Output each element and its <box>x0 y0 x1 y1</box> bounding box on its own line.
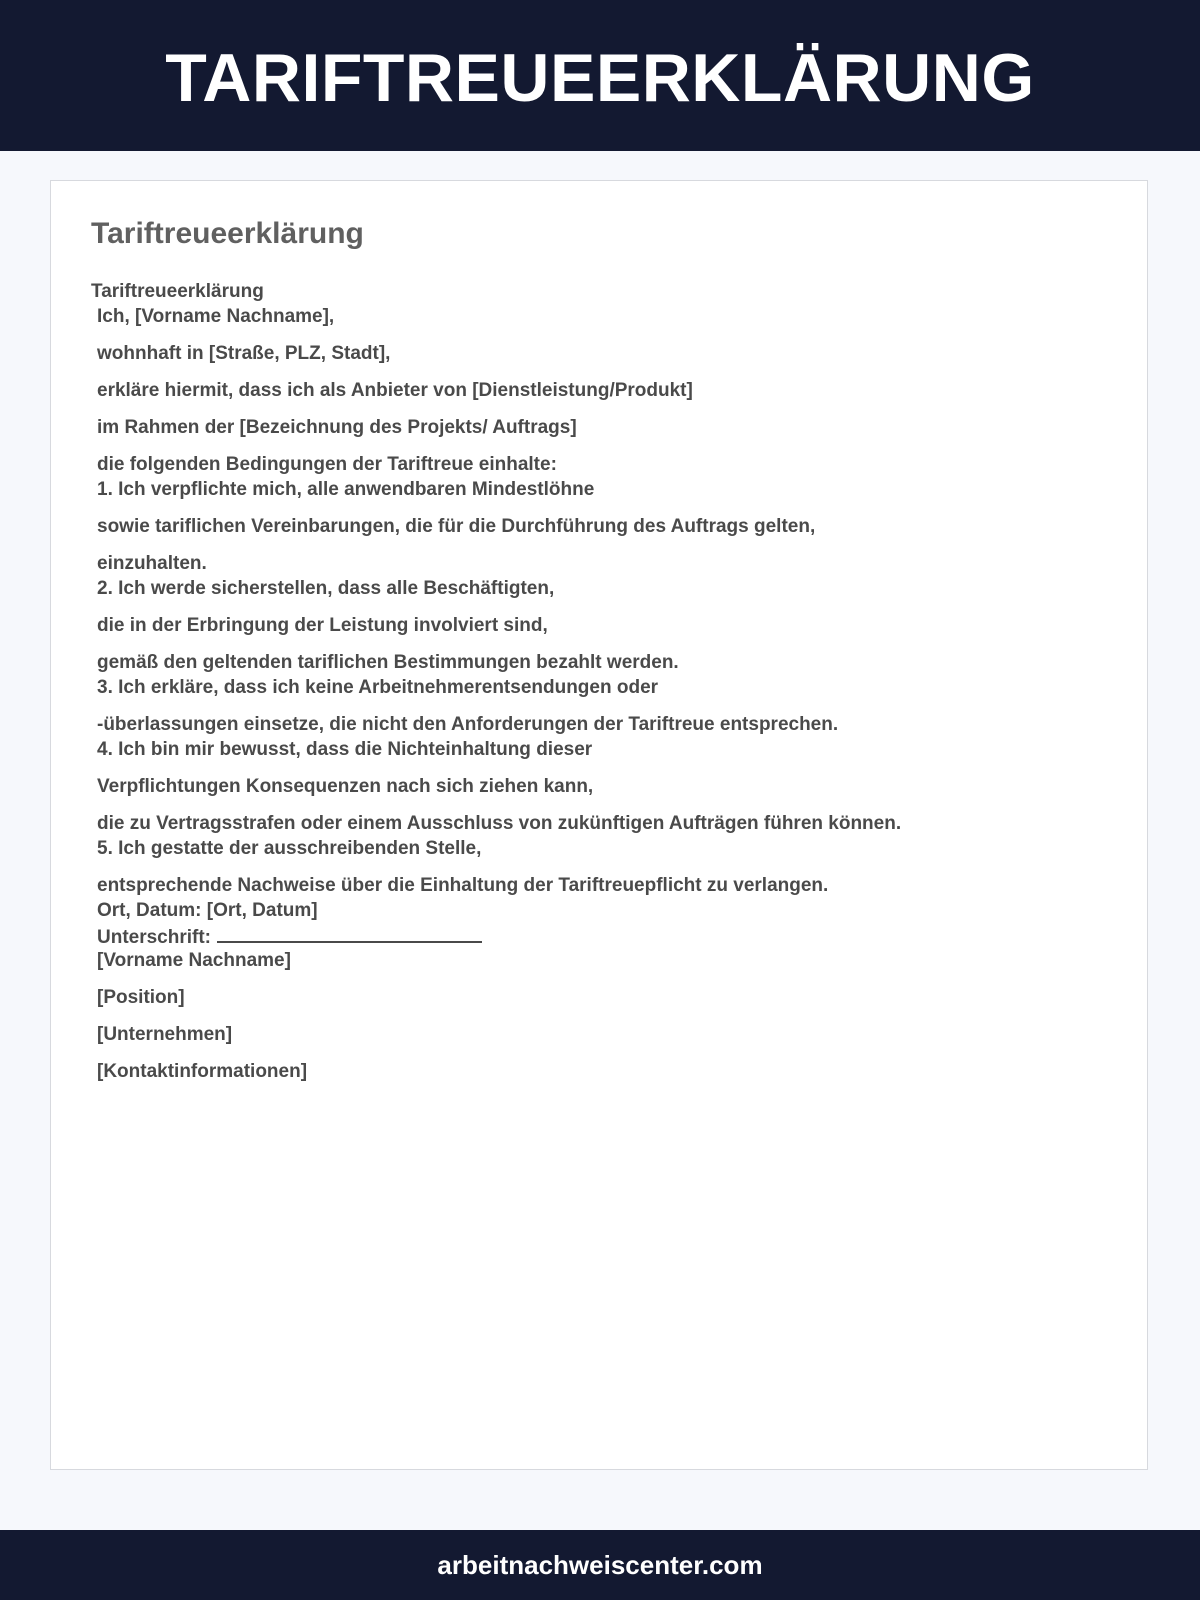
document-line: Ich, [Vorname Nachname], <box>97 306 335 327</box>
signer-position: [Position] <box>97 987 185 1008</box>
footer-domain: arbeitnachweiscenter.com <box>437 1549 763 1580</box>
document-card <box>50 180 1148 1470</box>
signature-row <box>91 923 1111 948</box>
document-line: gemäß den geltenden tariflichen Bestimmungen bezahlt werden. <box>97 652 679 673</box>
document-line: die folgenden Bedingungen der Tariftreue einhalte: <box>97 454 557 475</box>
document-line: sowie tariflichen Vereinbarungen, die für die Durchführung des Auftrags gelten, <box>97 516 816 537</box>
document-heading: Tariftreueerklärung <box>91 217 364 250</box>
document-line: 3. Ich erkläre, dass ich keine Arbeitnehmerentsendungen oder <box>97 677 659 698</box>
document-line-title: Tariftreueerklärung <box>91 281 264 302</box>
signer-contact: [Kontaktinformationen] <box>97 1061 308 1082</box>
document-line: Verpflichtungen Konsequenzen nach sich ziehen kann, <box>97 776 594 797</box>
signer-company: [Unternehmen] <box>97 1024 233 1045</box>
banner-title: TARIFTREUEERKLÄRUNG <box>165 39 1035 116</box>
document-line: im Rahmen der [Bezeichnung des Projekts/ Auftrags] <box>97 417 577 438</box>
document-line: -überlassungen einsetze, die nicht den Anforderungen der Tariftreue entsprechen. <box>97 714 839 735</box>
signature-label: Unterschrift: <box>97 927 212 948</box>
document-line: die zu Vertragsstrafen oder einem Ausschluss von zukünftigen Aufträgen führen können. <box>97 813 902 834</box>
document-line: 2. Ich werde sicherstellen, dass alle Beschäftigten, <box>97 578 555 599</box>
document-line: 1. Ich verpflichte mich, alle anwendbaren Mindestlöhne <box>97 479 595 500</box>
document-line: die in der Erbringung der Leistung involviert sind, <box>97 615 548 636</box>
document-body <box>91 279 1111 1084</box>
document-line: 5. Ich gestatte der ausschreibenden Stelle, <box>97 838 482 859</box>
document-line: entsprechende Nachweise über die Einhaltung der Tariftreuepflicht zu verlangen. <box>97 875 829 896</box>
header-banner <box>0 0 1200 151</box>
signature-line <box>217 923 482 943</box>
document-line: einzuhalten. <box>97 553 207 574</box>
signer-name: [Vorname Nachname] <box>97 950 291 971</box>
footer-banner <box>0 1530 1200 1600</box>
document-line: erkläre hiermit, dass ich als Anbieter von [Dienstleistung/Produkt] <box>97 380 693 401</box>
document-line: 4. Ich bin mir bewusst, dass die Nichteinhaltung dieser <box>97 739 593 760</box>
document-line: wohnhaft in [Straße, PLZ, Stadt], <box>97 343 391 364</box>
place-date-line: Ort, Datum: [Ort, Datum] <box>97 900 318 921</box>
